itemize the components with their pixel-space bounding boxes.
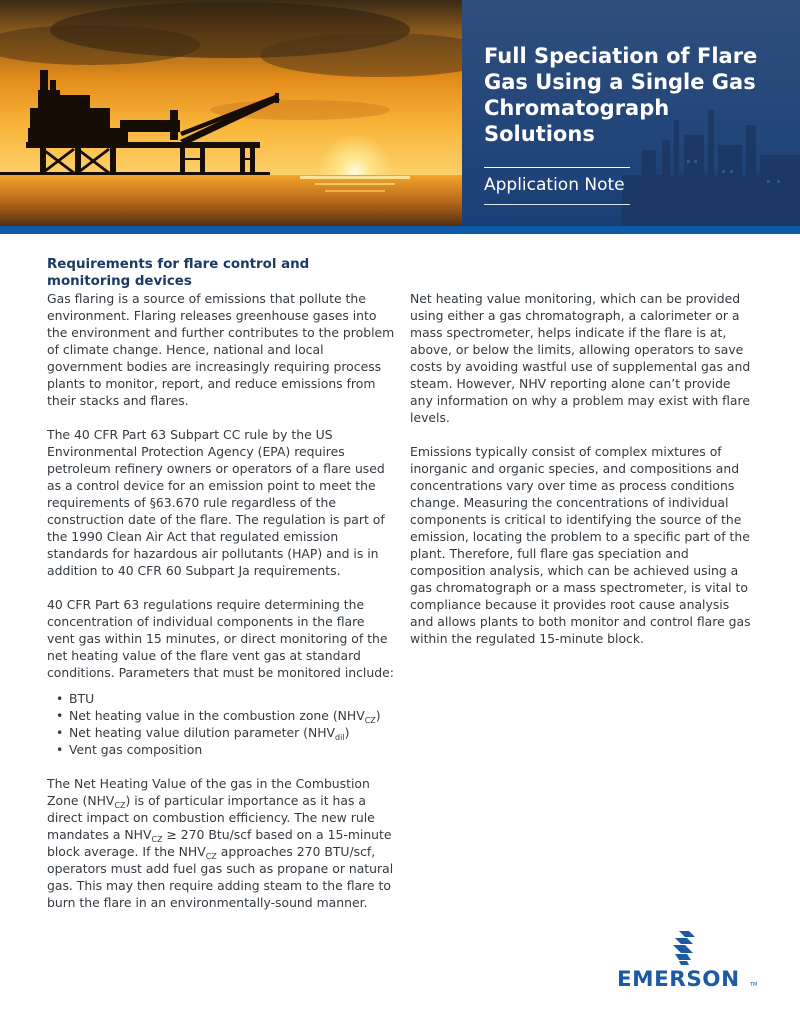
list-item [69,741,395,758]
list-item-text: ) [344,725,350,740]
text-run: ≥ 270 Btu/scf based on a 15-minute block average. If the NHV [47,827,392,859]
subscript: CZ [205,852,217,861]
subscript: dil [335,733,345,742]
list-item-text: BTU [69,691,95,706]
list-item-text: Vent gas composition [69,742,203,757]
text-run: ) is of particular importance as it has a direct impact on combustion efficiency. The new rule mandates a NHV [47,793,375,842]
subscript: CZ [151,835,163,844]
text-run: approaches 270 BTU/scf, operators must add fuel gas such as propane or natural gas. This may then require adding steam to the flare to burn the flare in an environmentally-sound manner. [47,844,394,910]
paragraph-flaring-intro: Gas flaring is a source of emissions that pollute the environment. Flaring releases greenhouse gases into the environment and further contributes to the problem of climate change. Hence, national and local government bodies are increasingly requiring process plants to monitor, report, and reduce emissions from their stacks and flares. [47,291,395,408]
text-run: The Net Heating Value of the gas in the Combustion Zone (NHV [47,776,370,808]
offshore-platform-photo [0,0,462,228]
trademark-symbol: TM [750,982,758,988]
page-header [0,0,800,228]
document-title: Full Speciation of Flare Gas Using a Single Gas Chromatograph Solutions [484,44,758,146]
list-item-text: Net heating value dilution parameter (NHV [69,725,336,740]
emerson-wordmark: EMERSON [617,967,740,992]
left-column [47,256,395,928]
emerson-logo [617,929,757,993]
subtitle-divider [484,204,630,205]
subscript: CZ [114,801,126,810]
right-column [410,290,756,664]
title-panel [462,0,800,228]
list-item-text: Net heating value in the combustion zone (NHV [69,708,365,723]
list-item [69,724,395,741]
list-item-text: ) [375,708,381,723]
paragraph-nhv-monitoring: Net heating value monitoring, which can be provided using either a gas chromatograph, a calorimeter or a mass spectrometer, helps indicate if the flare is at, above, or below the limits, allowing operators to save costs by avoiding wastful use of supplemental gas and steam. However, NHV reporting alone can’t provide any information on why a problem may exist with flare levels. [410,291,751,425]
subscript: CZ [364,716,376,725]
paragraph-nhv-combustion [47,775,395,911]
paragraph-cfr-requirements: 40 CFR Part 63 regulations require determining the concentration of individual components in the flare vent gas within 15 minutes, or direct monitoring of the net heating value of the flare vent gas at standard conditions. Parameters that must be monitored include: [47,597,394,680]
section-heading: Requirements for flare control and monitoring devices [47,257,310,289]
document-type-label: Application Note [484,175,625,195]
paragraph-cfr-rule: The 40 CFR Part 63 Subpart CC rule by the US Environmental Protection Agency (EPA) requires petroleum refinery owners or operators of a flare used as a control device for an emission point to meet the requirements of §63.670 rule regardless of the construction date of the flare. The regulation is part of the 1990 Clean Air Act that regulated emission standards for hazardous air pollutants (HAP) and is in addition to 40 CFR 60 Subpart Ja requirements. [47,427,385,578]
list-item [69,707,395,724]
emerson-mark-icon [665,929,705,967]
header-accent-band [0,226,800,234]
title-divider [484,167,630,168]
list-item [69,690,395,707]
monitored-parameters-list [47,690,395,758]
paragraph-emissions-speciation: Emissions typically consist of complex mixtures of inorganic and organic species, and compositions and concentrations vary over time as process conditions change. Measuring the concentrations of individual components is critical to identifying the source of the emission, locating the problem to a specific part of the plant. Therefore, full flare gas speciation and composition analysis, which can be achieved using a gas chromatograph or a mass spectrometer, is vital to compliance because it provides root cause analysis and allows plants to both monitor and control flare gas within the regulated 15-minute block. [410,444,751,646]
